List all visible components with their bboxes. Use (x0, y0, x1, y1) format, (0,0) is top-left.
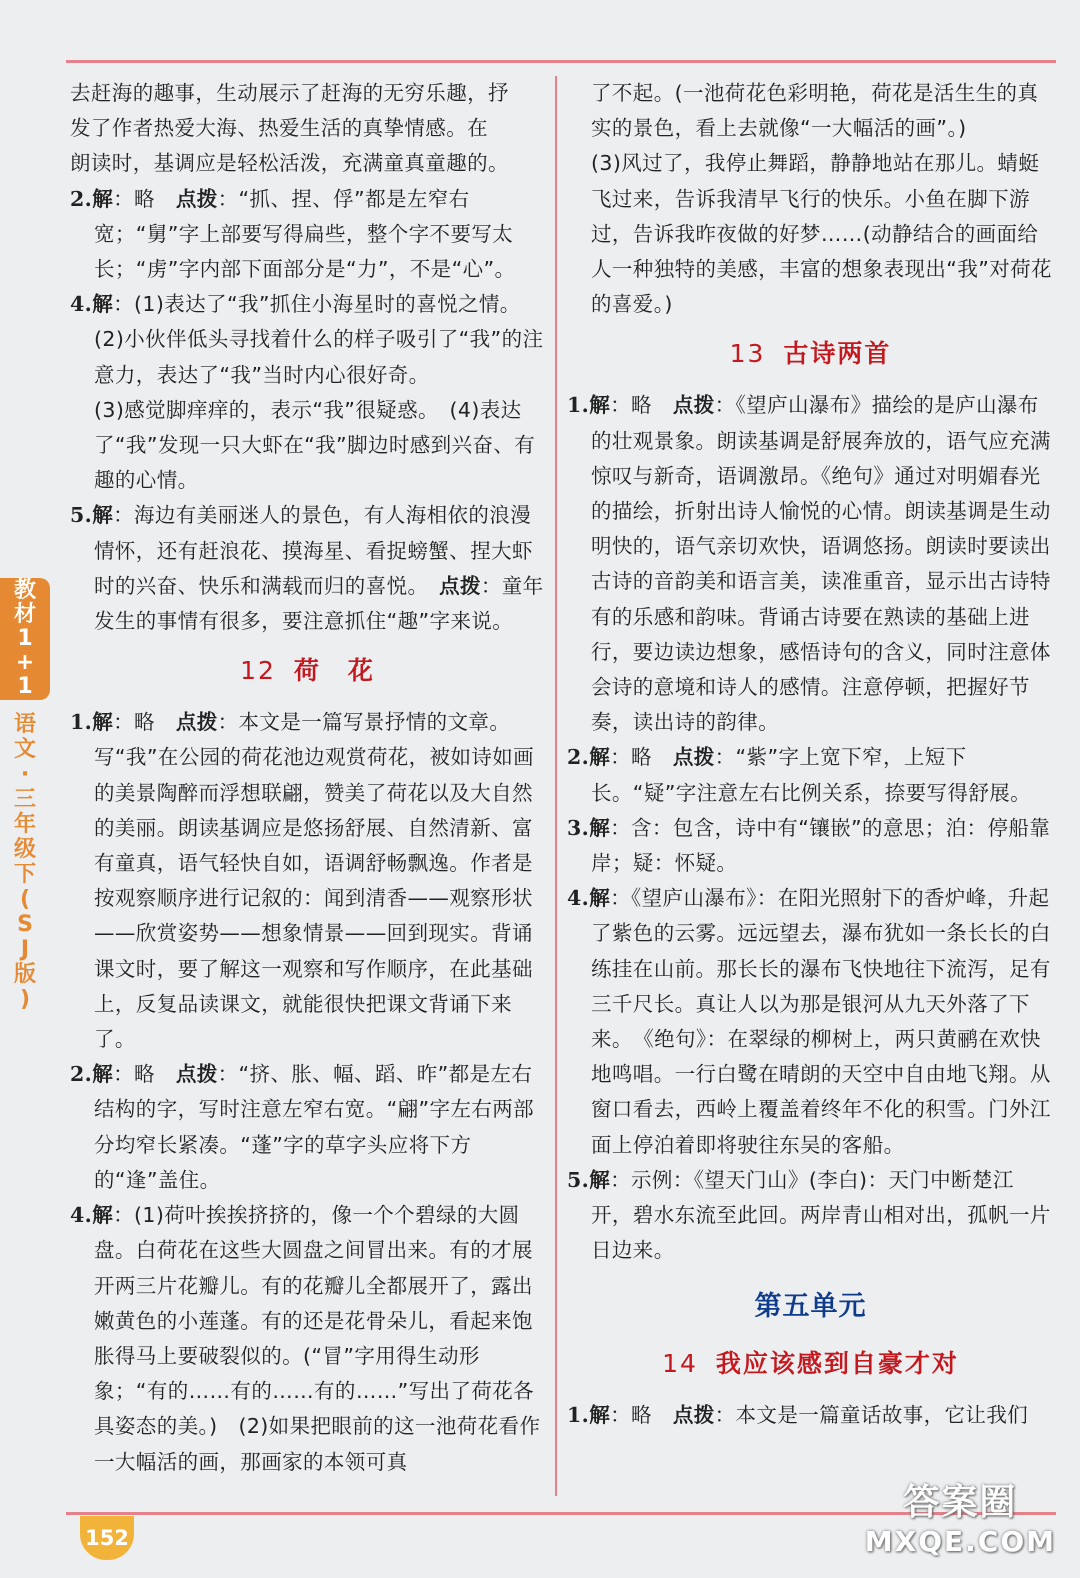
hint-text: ：“抓、捏、俘”都是左窄右宽；“舅”字上部要写得扁些，整个字不要写太长；“虏”字内部下面部分是“力”，不是“心”。 (94, 186, 516, 282)
left-column (70, 76, 545, 1480)
brand-char: 1 (17, 674, 33, 699)
answer-item (70, 498, 545, 639)
answer-label: 解 (589, 815, 611, 840)
subject-char: 文 (13, 737, 36, 762)
answer-item (70, 1198, 545, 1480)
item-number: 4. (70, 1203, 93, 1228)
item-number: 2. (70, 186, 93, 211)
answer-label: 解 (589, 886, 611, 911)
answer-label: 解 (589, 745, 611, 770)
hint-label: 点拨 (672, 745, 715, 770)
item-number: 5. (70, 503, 93, 528)
item-number: 5. (567, 1167, 590, 1192)
answer-label: 解 (92, 1203, 114, 1228)
unit-title: 第五单元 (754, 1290, 867, 1322)
brand-char: 教 (13, 578, 36, 603)
subject-char: 版 (13, 962, 36, 987)
section-name: 荷 花 (293, 656, 375, 686)
answer-item (70, 287, 545, 322)
brand-char: 材 (13, 602, 36, 627)
section-title (567, 1346, 1054, 1382)
item-number: 4. (70, 292, 93, 317)
answer-item (567, 881, 1054, 1163)
answer-text: ：略 (113, 710, 176, 735)
section-title (567, 336, 1054, 372)
item-number: 4. (567, 886, 590, 911)
answer-text: ：略 (610, 745, 673, 770)
answer-text: ：示例：《望天门山》(李白)：天门中断楚江开，碧水东流至此回。两岸青山相对出，孤帆一片日边来。 (591, 1167, 1051, 1263)
subject-char: ) (19, 987, 31, 1012)
watermark (865, 1474, 1056, 1558)
text-line: 朗读时，基调应是轻松活泼，充满童真童趣的。 (70, 151, 509, 176)
answer-label: 解 (92, 292, 114, 317)
answer-text: ：(1)荷叶挨挨挤挤的，像一个个碧绿的大圆盘。白荷花在这些大圆盘之间冒出来。有的才展开两三片花瓣儿。有的花瓣儿全都展开了，露出嫩黄色的小莲蓬。有的还是花骨朵儿，看起来饱胀得马上要破裂似的。(“冒”字用得生动形象；“有的……有的……有的……”写出了荷花各具姿态的美。) (2)如果把眼前的这一池荷花看作一大幅活的画，那画家的本领可真 (94, 1203, 541, 1474)
watermark-title: 答案圈 (903, 1482, 1018, 1523)
hint-label: 点拨 (175, 710, 218, 735)
answer-label: 解 (589, 393, 611, 418)
hint-label: 点拨 (672, 1402, 715, 1427)
section-name: 我应该感到自豪才对 (715, 1348, 959, 1378)
watermark-url: MXQE.COM (864, 1525, 1056, 1558)
answer-label: 解 (589, 1167, 611, 1192)
answer-label: 解 (589, 1402, 611, 1427)
subject-char: 语 (13, 712, 36, 737)
brand-char: + (15, 650, 35, 675)
item-number: 1. (70, 710, 93, 735)
hint-label: 点拨 (672, 393, 715, 418)
subject-char: 下 (13, 862, 36, 887)
answer-item (567, 1163, 1054, 1269)
subject-char: J (20, 937, 30, 962)
subject-char: 级 (13, 837, 36, 862)
section-number: 12 (240, 656, 276, 686)
answer-item (567, 811, 1054, 881)
answer-label: 解 (92, 710, 114, 735)
section-number: 14 (662, 1348, 698, 1378)
hint-label: 点拨 (175, 1062, 218, 1087)
answer-label: 解 (92, 1062, 114, 1087)
answer-text: ：略 (610, 393, 673, 418)
column-divider (555, 76, 557, 1496)
answer-text: ：(1)表达了“我”抓住小海星时的喜悦之情。 (113, 292, 521, 317)
answer-label: 解 (92, 503, 114, 528)
hint-label: 点拨 (439, 573, 481, 598)
section-number: 13 (729, 339, 766, 369)
answer-item (567, 740, 1054, 810)
subject-char: · (20, 762, 30, 787)
item-number: 1. (567, 1402, 590, 1427)
hint-label: 点拨 (175, 186, 218, 211)
hint-text: ：本文是一篇写景抒情的文章。写“我”在公园的荷花池边观赏荷花，被如诗如画的美景陶醉而浮想联翩，赞美了荷花以及大自然的美丽。朗读基调应是悠扬舒展、自然清新、富有童真，语气轻快自如，语调舒畅飘逸。作者是按观察顺序进行记叙的：闻到清香——观察形状——欣赏姿势——想象情景——回到现实。背诵课文时，要了解这一观察和写作顺序，在此基础上，反复品读课文，就能很快把课文背诵下来了。 (94, 710, 535, 1052)
section-title (70, 653, 545, 689)
answer-text: 了不起。(一池荷花色彩明艳，荷花是活生生的真实的景色，看上去就像“一大幅活的画”。) (591, 81, 1039, 141)
answer-item (567, 388, 1054, 740)
answer-text: ：含：包含，诗中有“镶嵌”的意思；泊：停船靠岸；疑：怀疑。 (591, 815, 1051, 876)
subject-char: ( (19, 887, 31, 912)
answer-item (70, 705, 545, 1057)
subject-char: 三 (13, 787, 36, 812)
top-rule (66, 60, 1056, 63)
item-number: 3. (567, 815, 590, 840)
subject-char: 年 (13, 812, 36, 837)
answer-text: ：略 (610, 1402, 673, 1427)
hint-text: ：童年发生的事情有很多，要注意抓住“趣”字来说。 (94, 573, 544, 634)
subject-label (0, 712, 50, 1012)
subject-char: S (17, 912, 33, 937)
answer-text: ：略 (113, 186, 176, 211)
brand-char: 1 (17, 626, 33, 651)
brand-tab (0, 578, 50, 700)
item-number: 2. (70, 1062, 93, 1087)
text-line: 去赶海的趣事，生动展示了赶海的无穷乐趣，抒 (70, 81, 509, 105)
answer-item (567, 1398, 1054, 1433)
section-name: 古诗两首 (783, 339, 892, 369)
hint-text: ：“紫”字上宽下窄，上短下长。“疑”字注意左右比例关系，捺要写得舒展。 (591, 745, 1032, 805)
answer-text: ：略 (113, 1062, 176, 1087)
answer-text: (2)小伙伴低头寻找着什么的样子吸引了“我”的注意力，表达了“我”当时内心很好奇。 (94, 327, 544, 387)
text-line: 发了作者热爱大海、热爱生活的真挚情感。在 (70, 116, 488, 141)
answer-text: (3)风过了，我停止舞蹈，静静地站在那儿。蜻蜓飞过来，告诉我清早飞行的快乐。小鱼在脚下游过，告诉我昨夜做的好梦……(动静结合的画面给人一种独特的美感，丰富的想象表现出“我”对荷花的喜爱。) (591, 151, 1052, 317)
hint-text: ：本文是一篇童话故事，它让我们 (714, 1402, 1029, 1427)
answer-text: ：海边有美丽迷人的景色，有人海相依的浪漫情怀，还有赶浪花、摸海星、看捉螃蟹、捏大虾时的兴奋、快乐和满载而归的喜悦。 (94, 503, 533, 598)
hint-text: ：《望庐山瀑布》描绘的是庐山瀑布的壮观景象。朗读基调是舒展奔放的，语气应充满惊叹与新奇，语调激昂。《绝句》通过对明媚春光的描绘，折射出诗人愉悦的心情。朗读基调是生动明快的，语气亲切欢快，语调悠扬。朗读时要读出古诗的音韵美和语言美，读准重音，显示出古诗特有的乐感和韵味。背诵古诗要在熟读的基础上进行，要边读边想象，感悟诗句的含义，同时注意体会诗的意境和诗人的感情。注意停顿，把握好节奏，读出诗的韵律。 (591, 393, 1051, 735)
side-tab (0, 578, 56, 1018)
answer-item (70, 182, 545, 288)
answer-label: 解 (92, 186, 114, 211)
item-number: 1. (567, 393, 590, 418)
page-number: 152 (80, 1516, 134, 1560)
hint-text: ：“挤、胀、幅、蹈、昨”都是左右结构的字，写时注意左窄右宽。“翩”字左右两部分均窄长紧凑。“蓬”字的草字头应将下方的“逢”盖住。 (94, 1062, 535, 1192)
item-number: 2. (567, 745, 590, 770)
answer-text: (3)感觉脚痒痒的，表示“我”很疑惑。 (4)表达了“我”发现一只大虾在“我”脚边时感到兴奋、有趣的心情。 (94, 397, 536, 493)
answer-item (70, 1057, 545, 1198)
right-column (567, 76, 1054, 1433)
answer-text: ：《望庐山瀑布》：在阳光照射下的香炉峰，升起了紫色的云雾。远远望去，瀑布犹如一条长长的白练挂在山前。那长长的瀑布飞快地往下流泻，足有三千尺长。真让人以为那是银河从九天外落了下来。 《绝句》：在翠绿的柳树上，两只黄鹂在欢快地鸣唱。一行白鹭在晴朗的天空中自由地飞翔。从窗口看去，西岭上覆盖着终年不化的积雪。门外江面上停泊着即将驶往东吴的客船。 (591, 886, 1051, 1157)
